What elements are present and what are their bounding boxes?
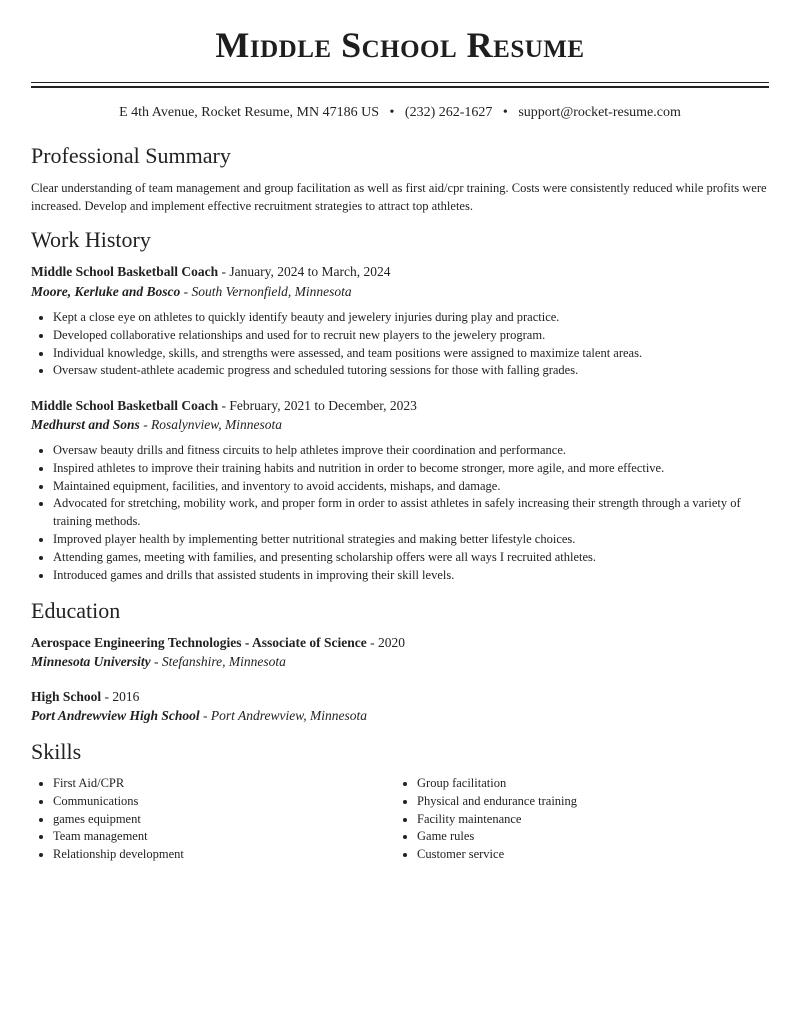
education-location: - Port Andrewview, Minnesota (199, 708, 368, 723)
job-company: Medhurst and Sons (31, 417, 140, 432)
job-header (31, 398, 769, 414)
skills-heading: Skills (31, 739, 82, 764)
list-item: • Maintained equipment, facilities, and inventory to avoid accidents, mishaps, and damage. (53, 478, 769, 496)
job-location: - Rosalynview, Minnesota (139, 417, 283, 432)
education-degree-line (31, 635, 769, 651)
contact-address: E 4th Avenue, Rocket Resume, MN 47186 US (119, 105, 379, 120)
list-item: • Improved player health by implementing better nutritional strategies and making better lifestyle choices. (53, 531, 769, 549)
skill-item: • Facility maintenance (417, 811, 735, 829)
list-item: • Kept a close eye on athletes to quickly identify beauty and jewelery injuries during play and practice. (53, 309, 769, 327)
list-item: • Attending games, meeting with families, and presenting scholarship offers were all ways I recruited athletes. (53, 549, 769, 567)
list-item: • Advocated for stretching, mobility work, and proper form in order to assist athletes in safely increasing their strength through a variety of training methods. (53, 495, 769, 531)
list-item: • Introduced games and drills that assisted students in improving their skill levels. (53, 567, 769, 585)
skill-item: • Group facilitation (417, 775, 735, 793)
skills-list-right (395, 775, 735, 864)
education-degree: Aerospace Engineering Technologies - Associate of Science (31, 635, 367, 650)
job-location: - South Vernonfield, Minnesota (180, 284, 352, 299)
education-location: - Stefanshire, Minnesota (150, 654, 286, 669)
summary-text: Clear understanding of team management and group facilitation as well as first aid/cpr training. Costs were consistently reduced while profits were increased. Develop and implement effective recruitment strategies to attract top athletes. (31, 181, 767, 213)
job-dates: - February, 2021 to December, 2023 (218, 398, 417, 413)
contact-separator: • (502, 105, 508, 120)
education-school: Port Andrewview High School (31, 708, 200, 723)
job-employer (31, 417, 769, 433)
list-item: • Inspired athletes to improve their training habits and nutrition in order to become stronger, more agile, and more effective. (53, 460, 769, 478)
page-title: Middle School Resume (215, 25, 585, 65)
education-heading: Education (31, 598, 121, 623)
contact-line (0, 105, 800, 121)
skill-item: • Relationship development (53, 846, 371, 864)
list-item: • Developed collaborative relationships and used for to recruit new players to the jewelery program. (53, 327, 769, 345)
skill-item: • Physical and endurance training (417, 793, 735, 811)
education-school-line (31, 708, 769, 724)
education-school-line (31, 654, 769, 670)
skill-item: • games equipment (53, 811, 371, 829)
education-year: - 2020 (366, 635, 405, 650)
job-company: Moore, Kerluke and Bosco (31, 284, 181, 299)
contact-email: support@rocket-resume.com (518, 105, 681, 120)
education-degree: High School (31, 689, 102, 704)
education-degree-line (31, 689, 769, 705)
job-header (31, 264, 769, 280)
education-school: Minnesota University (31, 654, 151, 669)
title-rule-thin (31, 82, 769, 83)
skill-item: • Customer service (417, 846, 735, 864)
education-year: - 2016 (101, 689, 140, 704)
job-dates: - January, 2024 to March, 2024 (218, 264, 391, 279)
job-title: Middle School Basketball Coach (31, 264, 219, 279)
skill-item: • Team management (53, 828, 371, 846)
contact-phone: (232) 262-1627 (404, 105, 493, 120)
job-duties-list (31, 442, 769, 584)
summary-heading: Professional Summary (31, 143, 231, 168)
skills-list-left (31, 775, 371, 864)
work-history-heading: Work History (31, 227, 151, 252)
skill-item: • Communications (53, 793, 371, 811)
job-title: Middle School Basketball Coach (31, 398, 219, 413)
job-duties-list (31, 309, 769, 380)
list-item: • Oversaw student-athlete academic progress and scheduled tutoring sessions for those with falling grades. (53, 362, 769, 380)
list-item: • Individual knowledge, skills, and strengths were assessed, and team positions were assigned to maximize talent areas. (53, 345, 769, 363)
contact-separator: • (389, 105, 395, 120)
job-employer (31, 284, 769, 300)
title-rule-thick (31, 86, 769, 88)
skill-item: • Game rules (417, 828, 735, 846)
skill-item: • First Aid/CPR (53, 775, 371, 793)
list-item: • Oversaw beauty drills and fitness circuits to help athletes improve their coordination and performance. (53, 442, 769, 460)
